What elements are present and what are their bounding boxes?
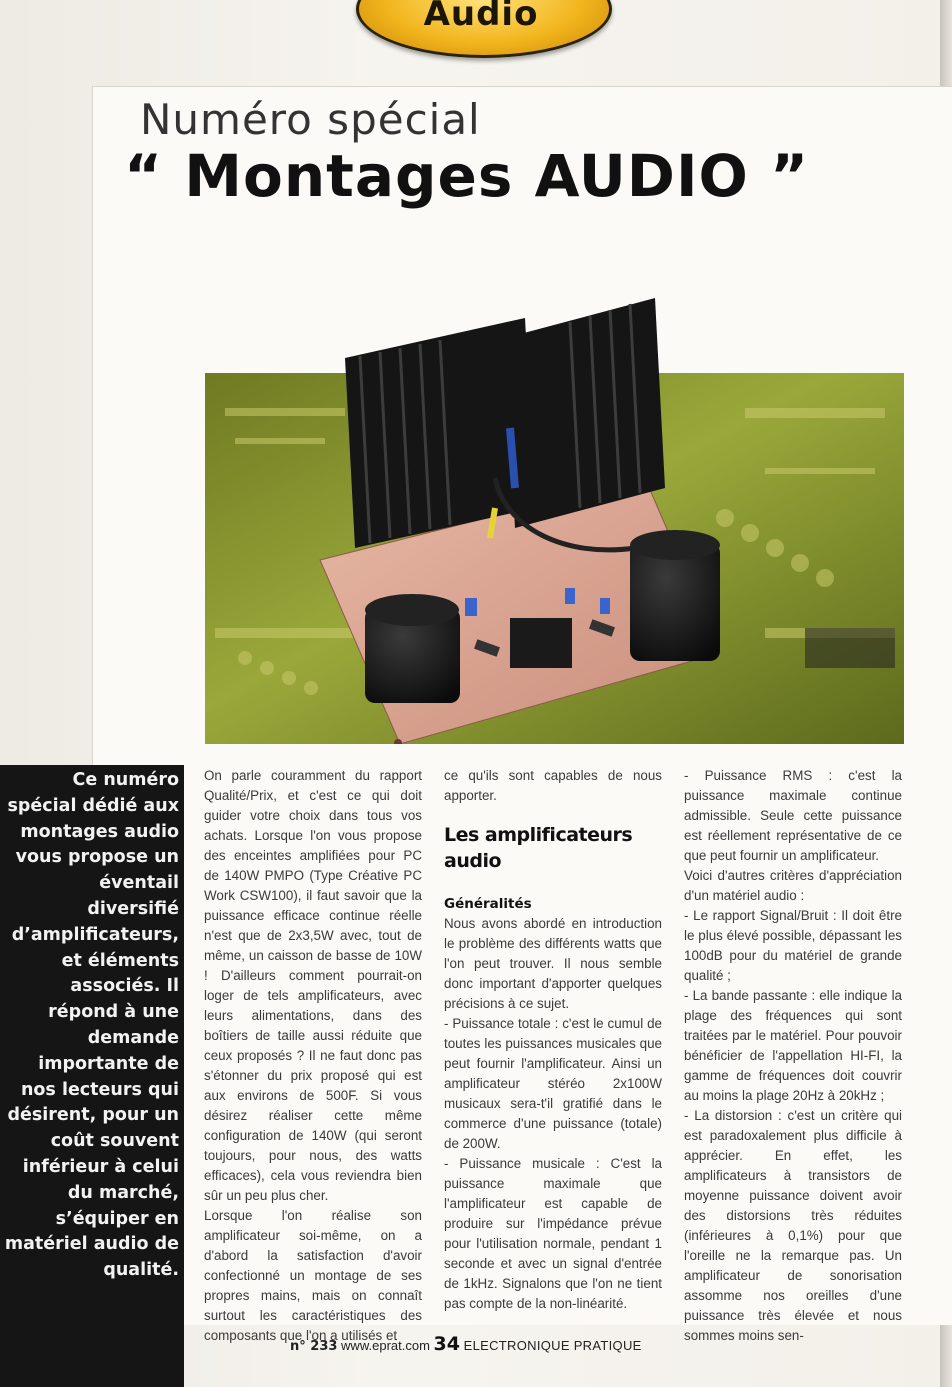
paragraph: - Puissance RMS : c'est la puissance maximale continue admissible. Seule cette puissance est réellement représentative de ce que peut fournir un amplificateur. <box>684 768 902 863</box>
section-heading: Les amplificateurs audio <box>444 824 633 872</box>
section-tab-label: Audio <box>423 0 539 34</box>
page-number: 34 <box>433 1333 460 1355</box>
article-supertitle: Numéro spécial <box>140 95 481 144</box>
subsection-heading: Généralités <box>444 896 532 912</box>
capacitor-right <box>630 530 720 661</box>
issue-number: n° 233 <box>290 1339 338 1354</box>
website-link[interactable]: www.eprat.com <box>341 1338 430 1353</box>
paragraph: - Le rapport Signal/Bruit : Il doit être le plus élevé possible, dépassant les 100dB pour du matériel de grande qualité ; <box>684 908 902 983</box>
magazine-name: ELECTRONIQUE PRATIQUE <box>463 1338 642 1353</box>
paragraph: Nous avons abordé en introduction le problème des différents watts que l'on peut trouver. Il nous semble donc important d'apporter quelques précisions à ce sujet. <box>444 916 662 1011</box>
capacitor-left <box>365 594 460 703</box>
intro-text: Ce numéro spécial dédié aux montages audio vous propose un éventail diversifié d’amplificateurs, et éléments associés. Il répond à une demande importante de nos lecteurs qui désirent, pour un coût souvent inférieur à celui du marché, s’équiper en matériel audio de qualité. <box>4 770 179 1281</box>
bridge-rectifier <box>510 618 572 668</box>
paragraph: ce qu'ils sont capables de nous apporter. <box>444 768 662 803</box>
amplifier-photo <box>205 298 904 744</box>
paragraph: Voici d'autres critères d'appréciation d'un matériel audio : <box>684 868 902 903</box>
page-footer <box>290 1333 690 1355</box>
paragraph: - Puissance totale : c'est le cumul de toutes les puissances musicales que peut fournir l'amplificateur. Ainsi un amplificateur stéréo 2x100W musicaux sera-t'il gratifié dans le commerce d'une puissance (totale) de 200W. <box>444 1016 662 1151</box>
paragraph: On parle couramment du rapport Qualité/Prix, et c'est ce qui doit guider votre choix dans tous vos achats. Lorsque l'on vous propose des enceintes amplifiées pour PC de 140W PMPO (Type Créative PC Work CSW100), il faut savoir que la puissance efficace continue réelle n'est que de 2x3,5W avec, tout de même, un caisson de basse de 10W ! D'ailleurs comment pourrait-on loger de tels amplificateurs, avec leurs alimentations, dans des boîtiers de taille aussi réduite que ceux proposés ? Il ne faut donc pas s'étonner du prix proposé qui est aux environs de 500F. Si vous désirez réaliser cette même configuration de 140W (qui seront toujours, pour nous, des watts efficaces), cela vous reviendra bien sûr un peu plus cher. <box>204 768 422 1203</box>
paragraph: - Puissance musicale : C'est la puissance maximale que l'amplificateur est capable de produire sur l'impédance prévue pour l'utilisation normale, pendant 1 seconde et avec un signal d'entrée de 1kHz. Signalons que l'on ne tient pas compte de la non-linéarité. <box>444 1156 662 1311</box>
paragraph: - La distorsion : c'est un critère qui est paradoxalement plus difficile à apprécier. En effet, les amplificateurs à transistors de moyenne puissance doivent avoir des distorsions très réduites (inférieures à 0,1%) pour que l'oreille ne la remarque pas. Un amplificateur de sonorisation assomme nos oreilles d'une puissance très élevée et nous sommes moins sen- <box>684 1108 902 1343</box>
paragraph: - La bande passante : elle indique la plage des fréquences qui sont traitées par le matériel. Pour pouvoir bénéficier de l'appellation HI-FI, la gamme de fréquences doit couvrir au moins la plage 20Hz à 20kHz ; <box>684 988 902 1103</box>
article-column-2 <box>444 766 662 1314</box>
paragraph: Lorsque l'on réalise son amplificateur soi-même, on a d'abord la satisfaction d'avoir confectionné un montage de ses propres mains, mais on connaît surtout les caractéristiques des composants que l'on a utilisés et <box>204 1208 422 1343</box>
article-column-1 <box>204 766 422 1346</box>
article-title: “ Montages AUDIO ” <box>124 142 810 210</box>
article-column-3 <box>684 766 902 1346</box>
